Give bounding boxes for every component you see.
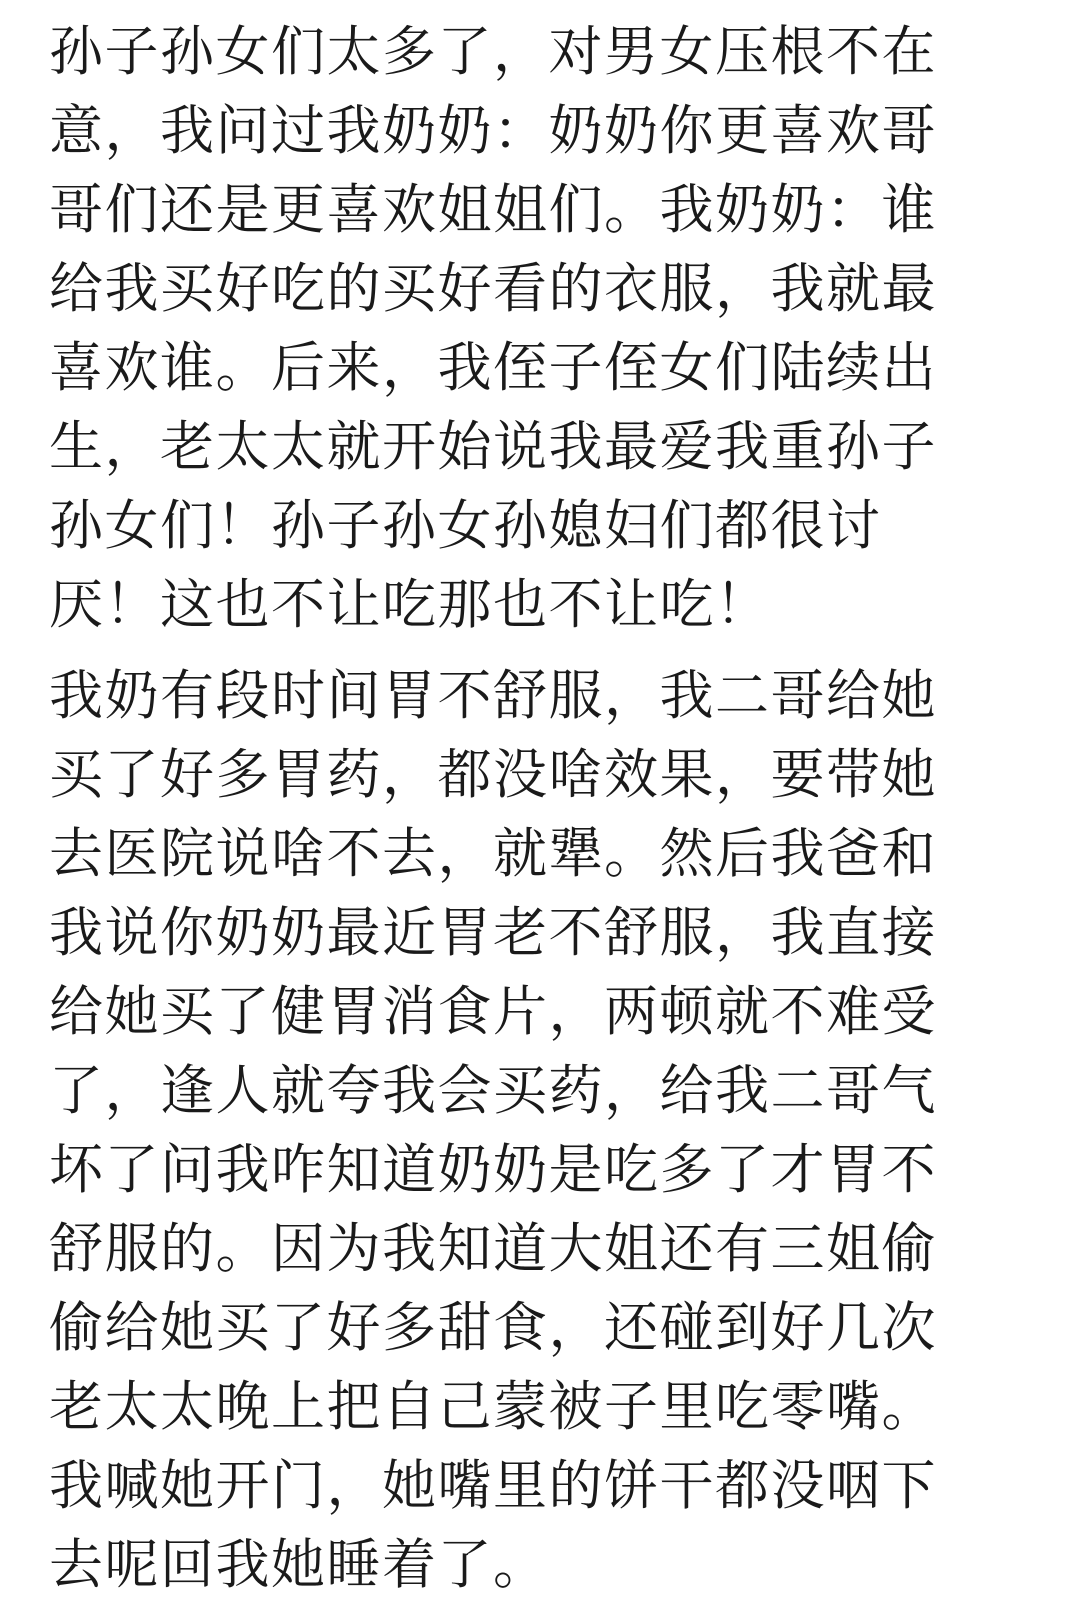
text-line: 给我买好吃的买好看的衣服，我就最 <box>49 257 937 320</box>
text-line: 了，逢人就夸我会买药，给我二哥气 <box>49 1059 937 1122</box>
text-line: 我说你奶奶最近胃老不舒服，我直接 <box>49 901 937 964</box>
text-line: 舒服的。因为我知道大姐还有三姐偷 <box>49 1217 937 1280</box>
text-line: 坏了问我咋知道奶奶是吃多了才胃不 <box>49 1138 937 1201</box>
post-body <box>49 12 1049 1604</box>
text-line: 买了好多胃药，都没啥效果，要带她 <box>49 743 937 806</box>
paragraph-2 <box>49 656 1049 1604</box>
text-line: 老太太晚上把自己蒙被子里吃零嘴。 <box>49 1375 937 1438</box>
text-line: 我喊她开门，她嘴里的饼干都没咽下 <box>49 1454 937 1517</box>
text-line: 孙女们！孙子孙女孙媳妇们都很讨 <box>49 494 882 557</box>
text-line: 去医院说啥不去，就犟。然后我爸和 <box>49 822 937 885</box>
text-line: 厌！这也不让吃那也不让吃！ <box>49 573 771 636</box>
text-line: 生，老太太就开始说我最爱我重孙子 <box>49 415 937 478</box>
text-line: 去呢回我她睡着了。 <box>49 1533 549 1596</box>
paragraph-spacer <box>49 644 1049 656</box>
paragraph-1 <box>49 12 1049 644</box>
text-line: 喜欢谁。后来，我侄子侄女们陆续出 <box>49 336 937 399</box>
text-line: 孙子孙女们太多了，对男女压根不在 <box>49 20 937 83</box>
text-line: 偷给她买了好多甜食，还碰到好几次 <box>49 1296 937 1359</box>
text-line: 哥们还是更喜欢姐姐们。我奶奶：谁 <box>49 178 937 241</box>
text-line: 给她买了健胃消食片，两顿就不难受 <box>49 980 937 1043</box>
text-line: 我奶有段时间胃不舒服，我二哥给她 <box>49 664 937 727</box>
text-line: 意，我问过我奶奶：奶奶你更喜欢哥 <box>49 99 937 162</box>
